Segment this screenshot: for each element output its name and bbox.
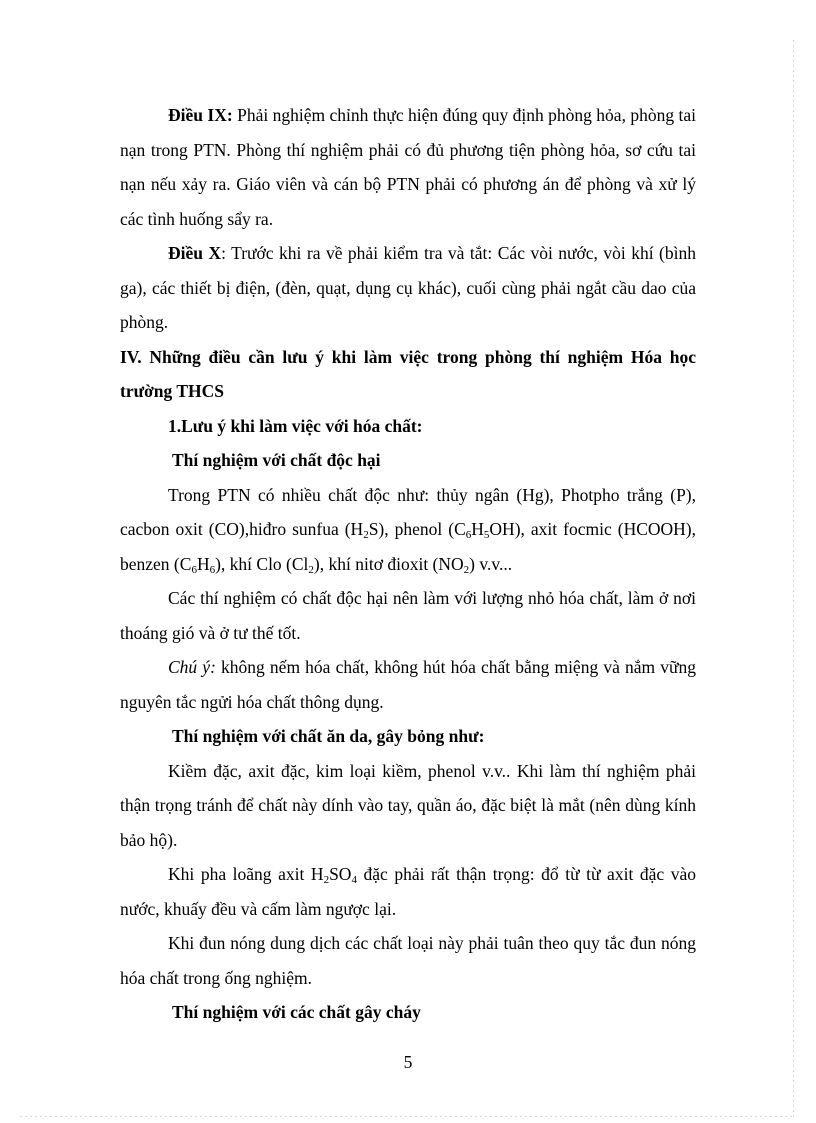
article-10-label: Điều X bbox=[168, 243, 222, 263]
flammable-heading: Thí nghiệm với các chất gây cháy bbox=[172, 1002, 421, 1022]
subscript: 2 bbox=[463, 563, 470, 576]
subscript: 2 bbox=[308, 563, 314, 576]
text-run: H bbox=[471, 519, 484, 539]
toxic-note-paragraph bbox=[120, 650, 696, 719]
corrosive-paragraph-2 bbox=[120, 857, 696, 926]
subscript: 2 bbox=[363, 529, 369, 541]
subscript: 2 bbox=[323, 874, 330, 886]
article-10-text: : Trước khi ra về phải kiểm tra và tắt: Các vòi nước, vòi khí (bình ga), các thiết bị điện, (đèn, quạt, dụng cụ khác), cuối cùng phải ngắt cầu dao của phòng. bbox=[120, 243, 697, 332]
subscript: 6 bbox=[209, 563, 216, 576]
corrosive-heading: Thí nghiệm với chất ăn da, gây bỏng như: bbox=[172, 726, 485, 746]
text-run: ), khí Clo (Cl bbox=[215, 553, 309, 574]
article-10-paragraph bbox=[120, 236, 696, 340]
section-4-heading: IV. Những điều cần lưu ý khi làm việc trong phòng thí nghiệm Hóa học trường THCS bbox=[120, 346, 696, 401]
text-run: OH), axit focmic (HCOOH), benzen (C bbox=[120, 519, 696, 574]
toxic-handling-paragraph: Các thí nghiệm có chất độc hại nên làm với lượng nhỏ hóa chất, làm ở nơi thoáng gió và ở tư thế tốt. bbox=[120, 588, 696, 643]
article-9-text: Phải nghiệm chỉnh thực hiện đúng quy định phòng hỏa, phòng tai nạn trong PTN. Phòng thí nghiệm phải có đủ phương tiện phòng hỏa, sơ cứu tai nạn nếu xảy ra. Giáo viên và cán bộ PTN phải có phương án để phòng và xử lý các tình huống sẩy ra. bbox=[120, 105, 696, 229]
text-run: đặc phải rất thận trọng: đổ từ từ axit đặc vào nước, khuấy đều và cấm làm ngược lại. bbox=[120, 864, 696, 919]
corrosive-paragraph-1: Kiềm đặc, axit đặc, kim loại kiềm, phenol v.v.. Khi làm thí nghiệm phải thận trọng tránh để chất này dính vào tay, quần áo, đặc biệt là mắt (nên dùng kính bảo hộ). bbox=[120, 760, 696, 850]
subsection-1-heading: 1.Lưu ý khi làm việc với hóa chất: bbox=[168, 415, 423, 436]
subscript: 6 bbox=[465, 529, 472, 541]
note-text: không nếm hóa chất, không hút hóa chất bằng miệng và nắm vững nguyên tắc ngửi hóa chất thông dụng. bbox=[120, 657, 696, 712]
toxic-substances-paragraph bbox=[120, 478, 696, 582]
subscript: 6 bbox=[191, 563, 197, 576]
text-run: H bbox=[196, 553, 210, 574]
page-body bbox=[120, 98, 696, 1030]
corrosive-paragraph-3: Khi đun nóng dung dịch các chất loại này phải tuân theo quy tắc đun nóng hóa chất trong ống nghiệm. bbox=[120, 933, 696, 988]
page-border-bottom bbox=[20, 1116, 794, 1117]
text-run: ) v.v... bbox=[469, 553, 513, 574]
text-run: S), phenol (C bbox=[368, 519, 466, 539]
text-run: SO bbox=[329, 864, 352, 884]
page-number: 5 bbox=[403, 1052, 413, 1072]
subscript: 5 bbox=[483, 529, 490, 541]
note-label: Chú ý: bbox=[168, 657, 216, 677]
text-run: ), khí nitơ đioxit (NO bbox=[313, 553, 464, 574]
text-run: Khi pha loãng axit H bbox=[168, 864, 324, 884]
article-9-paragraph bbox=[120, 98, 696, 236]
text-run: Trong PTN có nhiều chất độc như: thủy ngân (Hg), Photpho trắng (P), cacbon oxit (CO),hiđro sunfua (H bbox=[120, 484, 696, 539]
subscript: 4 bbox=[351, 874, 357, 886]
toxic-heading: Thí nghiệm với chất độc hại bbox=[172, 450, 381, 470]
page-border-right bbox=[793, 40, 794, 1120]
article-9-label: Điều IX: bbox=[168, 105, 233, 125]
